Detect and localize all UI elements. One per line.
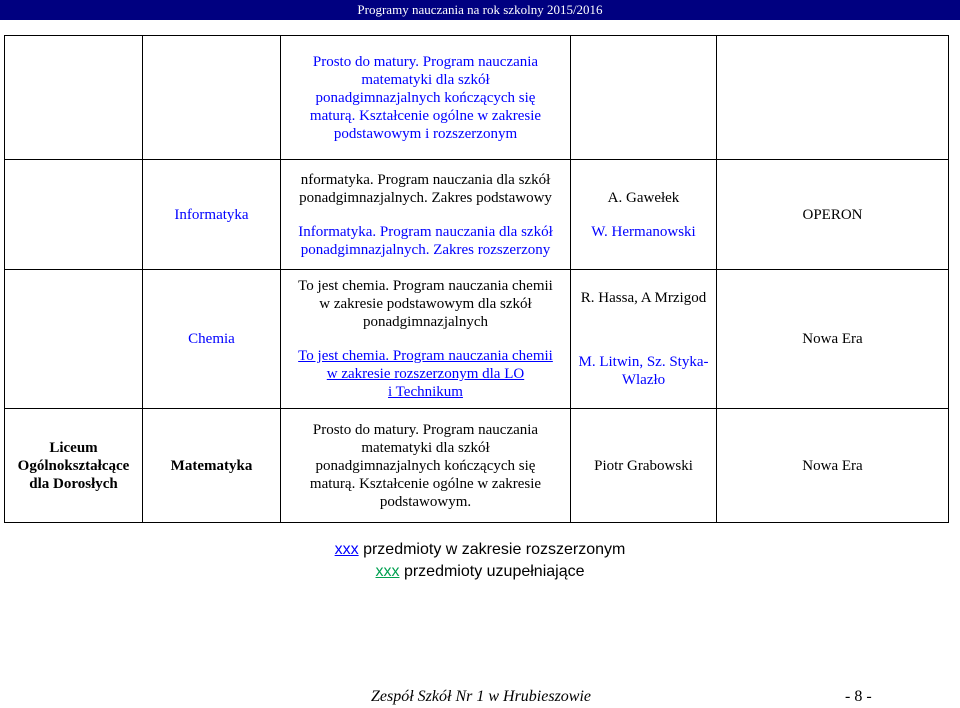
program-line: ponadgimnazjalnych [363,314,488,330]
program-line: ponadgimnazjalnych. Zakres rozszerzony [300,241,551,258]
program-line: matematyki dla szkół [361,71,490,88]
author-name: R. Hassa, A Mrzigod [580,290,707,306]
program-cell [281,270,571,409]
legend-extended [0,541,960,559]
legend-text-supplementary: przedmioty uzupełniające [399,563,585,580]
school-cell [5,160,143,270]
table-row [5,160,949,270]
publisher-cell [717,36,949,160]
program-line: Prosto do matury. Program nauczania [312,53,539,70]
author-name: W. Hermanowski [591,223,696,240]
program-line: nformatyka. Program nauczania dla szkół [300,171,551,188]
program-line: ponadgimnazjalnych kończących się [315,457,536,474]
program-line: To jest chemia. Program nauczania chemii [298,348,553,364]
page-header [0,0,960,20]
program-line: w zakresie podstawowym dla szkół [319,296,532,312]
program-line: podstawowym i rozszerzonym [333,125,518,142]
program-line: Informatyka. Program nauczania dla szkół [298,223,553,240]
author-name: Wlazło [621,372,666,388]
program-cell [281,160,571,270]
page-header-title: Programy nauczania na rok szkolny 2015/2016 [357,2,603,17]
publisher-name: Nowa Era [802,457,863,474]
program-cell [281,36,571,160]
publisher-name: OPERON [802,206,863,223]
program-line: To jest chemia. Program nauczania chemii [298,278,553,294]
curriculum-table [4,35,949,523]
publisher-cell [717,160,949,270]
school-cell [5,36,143,160]
program-line: Prosto do matury. Program nauczania [312,421,539,438]
school-cell [5,409,143,523]
legend-mark-extended: xxx [334,541,359,558]
school-line: dla Dorosłych [29,475,118,492]
legend-supplementary [0,563,960,581]
school-line: Ogólnokształcące [17,457,130,474]
footer-school: Zespół Szkół Nr 1 w Hrubieszowie [371,688,592,705]
subject-name: Chemia [188,331,235,347]
program-line: maturą. Kształcenie ogólne w zakresie [309,475,542,492]
program-line: i Technikum [388,384,463,400]
publisher-cell [717,409,949,523]
program-cell [281,409,571,523]
program-line: ponadgimnazjalnych. Zakres podstawowy [299,189,552,206]
subject-name: Matematyka [170,457,253,474]
footer-page-number: - 8 - [845,688,872,705]
subject-cell [143,36,281,160]
subject-cell [143,160,281,270]
program-line: matematyki dla szkół [361,439,490,456]
author-cell [571,36,717,160]
author-cell [571,270,717,409]
school-cell [5,270,143,409]
subject-name: Informatyka [174,206,249,223]
author-name: Piotr Grabowski [594,457,693,474]
table-row [5,409,949,523]
legend-mark-supplementary: xxx [375,563,400,580]
subject-cell [143,409,281,523]
legend-text-extended: przedmioty w zakresie rozszerzonym [358,541,626,558]
school-line: Liceum [49,439,98,456]
program-line: maturą. Kształcenie ogólne w zakresie [309,107,542,124]
publisher-cell [717,270,949,409]
publisher-name: Nowa Era [802,331,863,347]
subject-cell [143,270,281,409]
author-cell [571,160,717,270]
author-cell [571,409,717,523]
table-row [5,36,949,160]
author-name: A. Gawełek [607,189,680,206]
program-line: podstawowym. [379,493,472,510]
program-line: ponadgimnazjalnych kończących się [315,89,536,106]
table-row [5,270,949,409]
program-line: w zakresie rozszerzonym dla LO [326,366,525,382]
author-name: M. Litwin, Sz. Styka- [578,354,709,370]
